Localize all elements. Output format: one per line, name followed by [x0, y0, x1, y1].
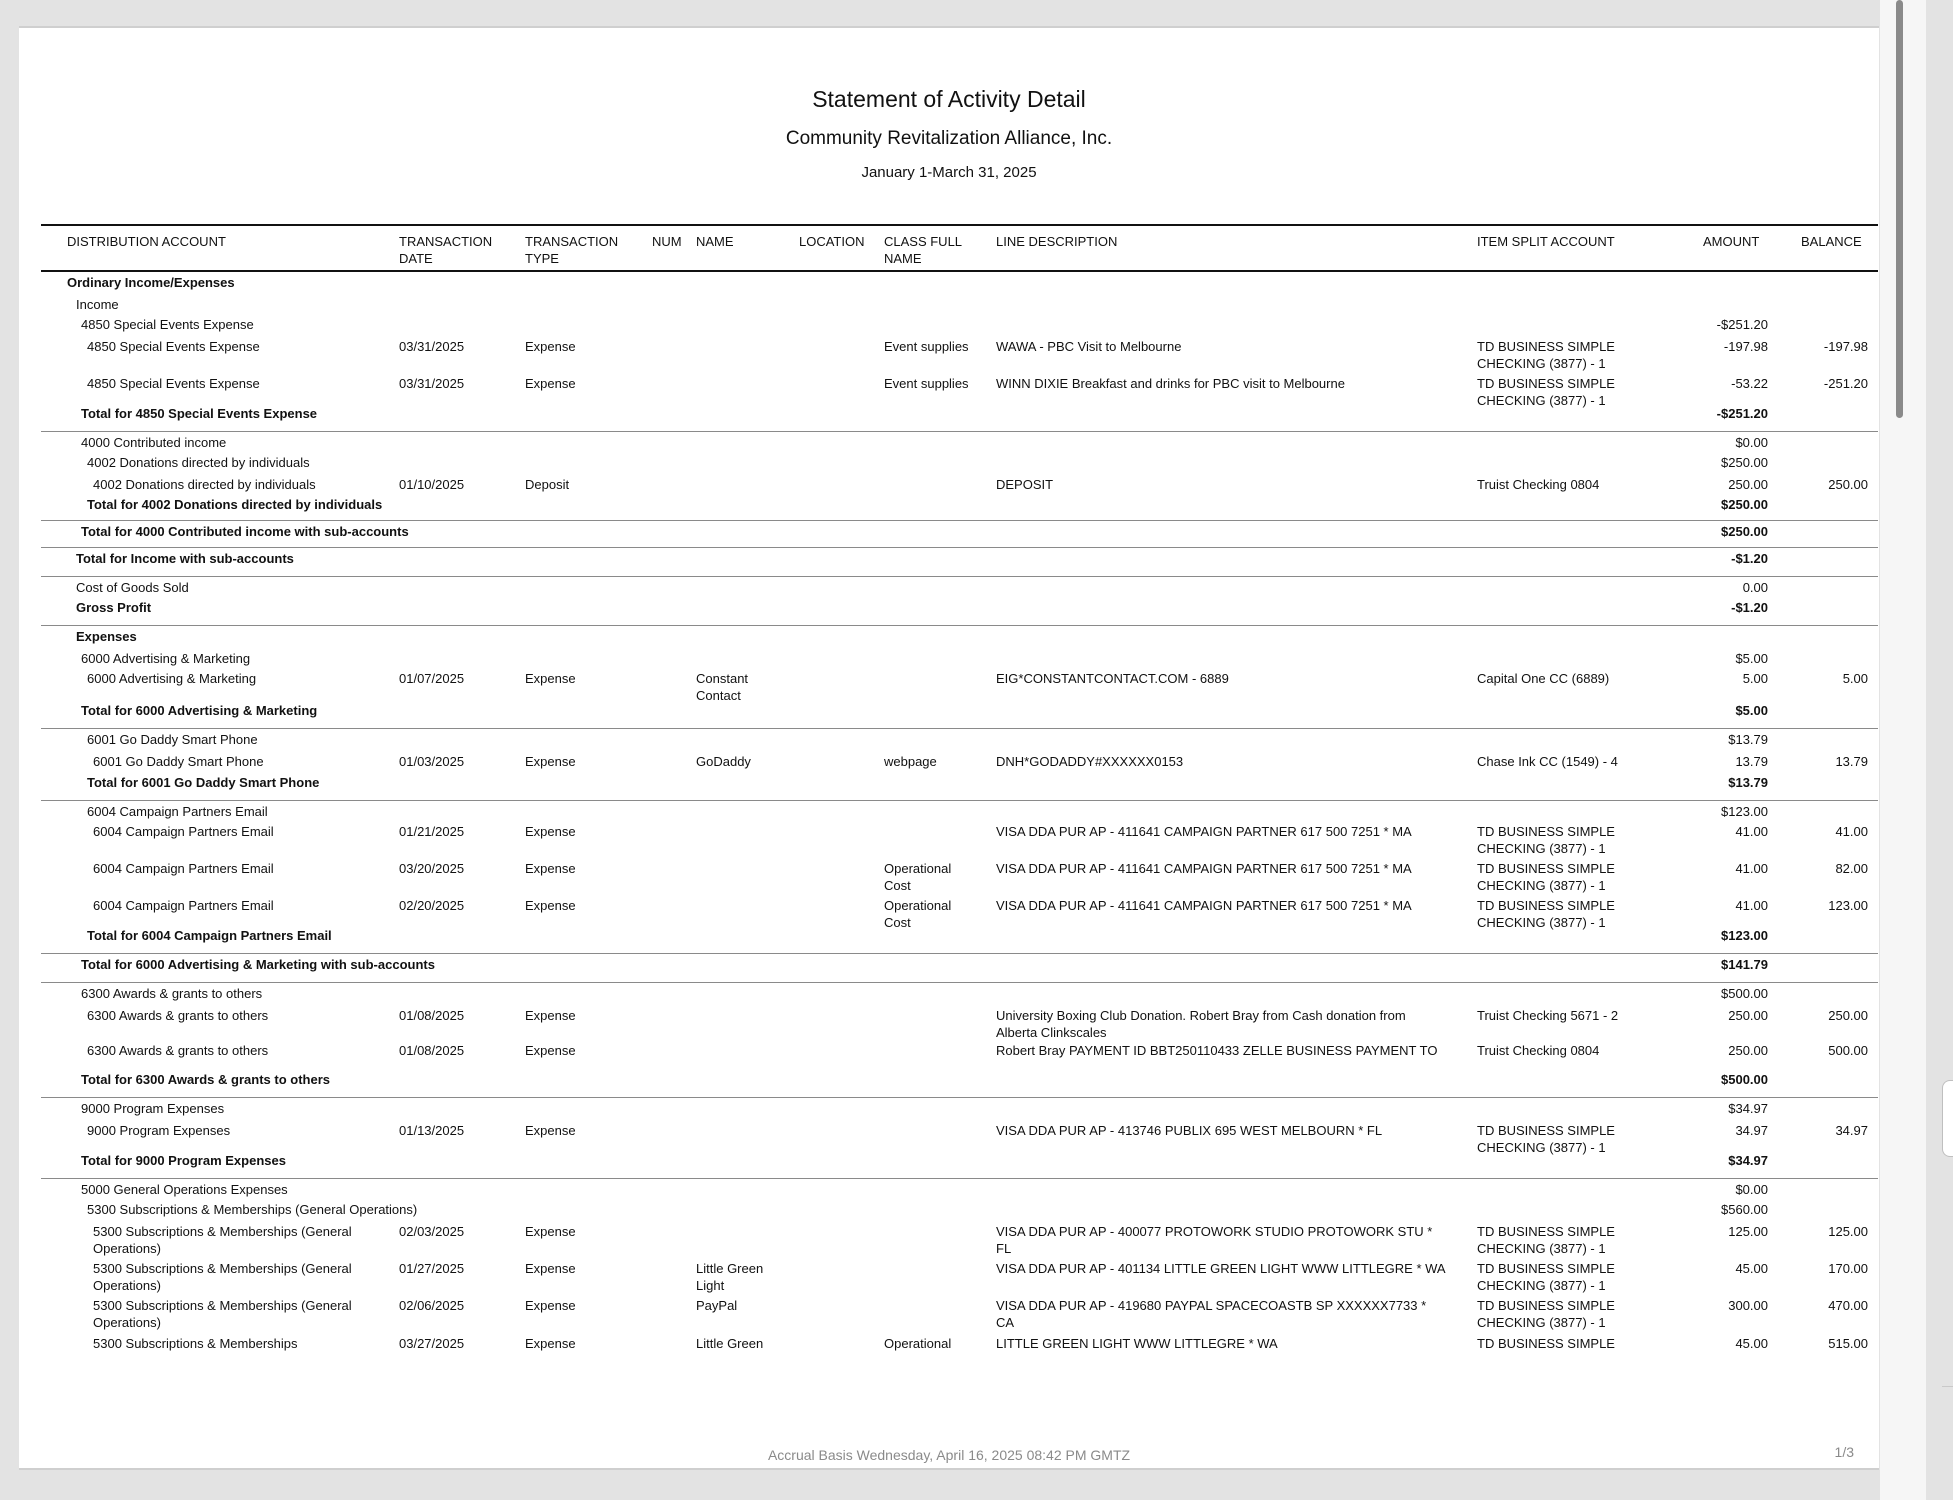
- cell-amount: $5.00: [1735, 703, 1768, 718]
- cell-split: TD BUSINESS SIMPLE CHECKING (3877) - 1: [1477, 1298, 1615, 1330]
- cell-date: 03/31/2025: [399, 339, 465, 354]
- report-title: Statement of Activity Detail: [812, 86, 1086, 112]
- cell-account: Total for 9000 Program Expenses: [81, 1153, 286, 1168]
- cell-split: TD BUSINESS SIMPLE CHECKING (3877) - 1: [1477, 1123, 1615, 1155]
- cell-amount: 250.00: [1728, 477, 1768, 492]
- table-row: [41, 336, 1878, 373]
- table-section-row: [41, 577, 1878, 597]
- cell-balance: 170.00: [1828, 1261, 1868, 1276]
- cell-amount: 250.00: [1728, 1008, 1768, 1023]
- side-divider: [1942, 1386, 1953, 1387]
- table-total-row: [41, 700, 1878, 729]
- cell-date: 01/08/2025: [399, 1008, 465, 1023]
- cell-split: Chase Ink CC (1549) - 4: [1477, 754, 1618, 769]
- cell-amount: $5.00: [1735, 651, 1768, 666]
- cell-type: Expense: [525, 1123, 576, 1138]
- cell-name: Little Green Light: [696, 1261, 764, 1293]
- table-row: [41, 1120, 1878, 1155]
- cell-account: 5300 Subscriptions & Memberships (General Operations): [93, 1298, 352, 1330]
- cell-desc: VISA DDA PUR AP - 400077 PROTOWORK STUDIO PROTOWORK STU * FL: [996, 1224, 1433, 1256]
- vertical-scrollbar[interactable]: [1880, 0, 1926, 1500]
- cell-account: 6004 Campaign Partners Email: [93, 898, 274, 913]
- cell-account: Ordinary Income/Expenses: [67, 275, 235, 290]
- cell-amount: 45.00: [1735, 1336, 1768, 1351]
- table-row: [41, 1333, 1878, 1355]
- cell-date: 02/20/2025: [399, 898, 465, 913]
- cell-amount: $123.00: [1721, 804, 1768, 819]
- table-section-row: [41, 432, 1878, 452]
- cell-balance: 123.00: [1828, 898, 1868, 913]
- cell-type: Expense: [525, 1261, 576, 1276]
- cell-balance: 500.00: [1828, 1043, 1868, 1058]
- cell-amount: -$251.20: [1716, 317, 1768, 332]
- cell-account: 4000 Contributed income: [81, 435, 227, 450]
- cell-type: Expense: [525, 861, 576, 876]
- cell-type: Expense: [525, 1298, 576, 1313]
- cell-desc: WINN DIXIE Breakfast and drinks for PBC visit to Melbourne: [996, 376, 1345, 391]
- table-row: [41, 1258, 1878, 1295]
- table-row: [41, 1295, 1878, 1333]
- cell-desc: VISA DDA PUR AP - 411641 CAMPAIGN PARTNER 617 500 7251 * MA: [996, 898, 1412, 913]
- cell-account: 5300 Subscriptions & Memberships: [93, 1336, 298, 1351]
- cell-amount: -$251.20: [1716, 406, 1768, 421]
- cell-account: 5300 Subscriptions & Memberships (General Operations): [93, 1261, 352, 1293]
- cell-type: Expense: [525, 339, 576, 354]
- table-section-row: [41, 1179, 1878, 1199]
- cell-balance: 250.00: [1828, 1008, 1868, 1023]
- col-transaction-type: TRANSACTION TYPE: [525, 234, 619, 266]
- col-amount: AMOUNT: [1703, 234, 1760, 249]
- cell-account: 6000 Advertising & Marketing: [87, 671, 257, 686]
- cell-split: TD BUSINESS SIMPLE CHECKING (3877) - 1: [1477, 1261, 1615, 1293]
- cell-account: 6000 Advertising & Marketing: [81, 651, 251, 666]
- cell-account: Total for 4850 Special Events Expense: [81, 406, 318, 421]
- cell-amount: 5.00: [1742, 671, 1768, 686]
- cell-amount: 34.97: [1735, 1123, 1768, 1138]
- cell-name: Constant Contact: [696, 671, 749, 703]
- cell-date: 01/13/2025: [399, 1123, 465, 1138]
- cell-account: 5300 Subscriptions & Memberships (General Operations): [93, 1224, 352, 1256]
- cell-split: Truist Checking 5671 - 2: [1477, 1008, 1619, 1023]
- cell-date: 02/03/2025: [399, 1224, 465, 1239]
- cell-cls: Operational Cost: [884, 898, 952, 930]
- cell-amount: $250.00: [1721, 497, 1768, 512]
- cell-account: Total for 6001 Go Daddy Smart Phone: [87, 775, 320, 790]
- cell-amount: $250.00: [1721, 455, 1768, 470]
- cell-type: Deposit: [525, 477, 570, 492]
- cell-split: TD BUSINESS SIMPLE CHECKING (3877) - 1: [1477, 824, 1615, 856]
- cell-account: 4850 Special Events Expense: [87, 339, 260, 354]
- table-section-row: [41, 648, 1878, 668]
- cell-desc: EIG*CONSTANTCONTACT.COM - 6889: [996, 671, 1229, 686]
- cell-type: Expense: [525, 1043, 576, 1058]
- cell-name: PayPal: [696, 1298, 738, 1313]
- cell-amount: 250.00: [1728, 1043, 1768, 1058]
- table-total-row: [41, 521, 1878, 548]
- table-row: [41, 1221, 1878, 1258]
- cell-desc: VISA DDA PUR AP - 413746 PUBLIX 695 WEST MELBOURN * FL: [996, 1123, 1383, 1138]
- cell-amount: $500.00: [1721, 986, 1768, 1001]
- scrollbar-thumb[interactable]: [1896, 0, 1903, 418]
- table-total-row: [41, 548, 1878, 577]
- cell-amount: 41.00: [1735, 824, 1768, 839]
- cell-account: 6004 Campaign Partners Email: [93, 824, 274, 839]
- cell-amount: -$1.20: [1731, 600, 1768, 615]
- table-row: [41, 373, 1878, 408]
- cell-split: Truist Checking 0804: [1477, 1043, 1600, 1058]
- table-section-row: [41, 729, 1878, 751]
- cell-balance: 515.00: [1828, 1336, 1868, 1351]
- table-section-row: [41, 294, 1878, 314]
- cell-date: 03/31/2025: [399, 376, 465, 391]
- cell-account: Expenses: [76, 629, 137, 644]
- table-row: [41, 751, 1878, 772]
- table-total-row: [41, 1069, 1878, 1098]
- cell-account: Total for 4000 Contributed income with sub-accounts: [81, 524, 409, 539]
- table-total-row: [41, 954, 1878, 983]
- report-period: January 1-March 31, 2025: [861, 164, 1037, 181]
- cell-date: 01/10/2025: [399, 477, 465, 492]
- cell-desc: VISA DDA PUR AP - 411641 CAMPAIGN PARTNER 617 500 7251 * MA: [996, 824, 1412, 839]
- cell-account: 6004 Campaign Partners Email: [93, 861, 274, 876]
- cell-amount: $34.97: [1728, 1153, 1768, 1168]
- cell-amount: $500.00: [1721, 1072, 1768, 1087]
- col-transaction-date: TRANSACTION DATE: [399, 234, 493, 266]
- cell-amount: $123.00: [1721, 928, 1768, 943]
- col-class-full-name: CLASS FULL NAME: [884, 234, 962, 266]
- cell-amount: $13.79: [1728, 775, 1768, 790]
- cell-account: 5000 General Operations Expenses: [81, 1182, 288, 1197]
- company-name: Community Revitalization Alliance, Inc.: [785, 128, 1113, 149]
- cell-account: Total for 4002 Donations directed by individuals: [87, 497, 383, 512]
- cell-account: Gross Profit: [76, 600, 152, 615]
- cell-name: GoDaddy: [696, 754, 751, 769]
- col-num: NUM: [652, 234, 682, 249]
- cell-amount: -53.22: [1731, 376, 1768, 391]
- cell-desc: WAWA - PBC Visit to Melbourne: [996, 339, 1182, 354]
- cell-cls: Event supplies: [884, 339, 969, 354]
- cell-balance: 5.00: [1842, 671, 1868, 686]
- cell-desc: VISA DDA PUR AP - 411641 CAMPAIGN PARTNER 617 500 7251 * MA: [996, 861, 1412, 876]
- cell-balance: -197.98: [1823, 339, 1868, 354]
- cell-cls: Event supplies: [884, 376, 969, 391]
- cell-account: 9000 Program Expenses: [81, 1101, 225, 1116]
- cell-balance: -251.20: [1823, 376, 1868, 391]
- table-total-row: [41, 494, 1878, 521]
- cell-account: Total for 6000 Advertising & Marketing with sub-accounts: [81, 957, 435, 972]
- cell-date: 02/06/2025: [399, 1298, 465, 1313]
- cell-account: Total for 6004 Campaign Partners Email: [87, 928, 332, 943]
- report-footer-basis: Accrual Basis Wednesday, April 16, 2025 08:42 PM GMTZ: [767, 1447, 1131, 1463]
- cell-account: 6300 Awards & grants to others: [81, 986, 263, 1001]
- cell-split: TD BUSINESS SIMPLE CHECKING (3877) - 1: [1477, 861, 1615, 893]
- table-row: [41, 668, 1878, 703]
- cell-account: Total for Income with sub-accounts: [76, 551, 294, 566]
- cell-amount: $560.00: [1721, 1202, 1768, 1217]
- table-total-row: [41, 403, 1878, 432]
- cell-date: 01/07/2025: [399, 671, 465, 686]
- cell-desc: DEPOSIT: [996, 477, 1054, 492]
- page-number: 1/3: [1834, 1444, 1854, 1460]
- cell-amount: $0.00: [1735, 435, 1768, 450]
- table-row: [41, 474, 1878, 494]
- cell-date: 01/03/2025: [399, 754, 465, 769]
- cell-balance: 470.00: [1828, 1298, 1868, 1313]
- cell-split: TD BUSINESS SIMPLE CHECKING (3877) - 1: [1477, 1224, 1615, 1256]
- cell-account: 4850 Special Events Expense: [87, 376, 260, 391]
- cell-balance: 125.00: [1828, 1224, 1868, 1239]
- cell-date: 01/08/2025: [399, 1043, 465, 1058]
- cell-balance: 250.00: [1828, 477, 1868, 492]
- cell-split: Truist Checking 0804: [1477, 477, 1600, 492]
- cell-account: 6300 Awards & grants to others: [87, 1043, 269, 1058]
- table-section-row: [41, 272, 1878, 294]
- table-section-row: [41, 1199, 1878, 1221]
- cell-split: TD BUSINESS SIMPLE CHECKING (3877) - 1: [1477, 898, 1615, 930]
- cell-split: TD BUSINESS SIMPLE CHECKING (3877) - 1: [1477, 376, 1615, 408]
- cell-account: 6300 Awards & grants to others: [87, 1008, 269, 1023]
- cell-cls: Operational: [884, 1336, 952, 1351]
- cell-desc: University Boxing Club Donation. Robert Bray from Cash donation from Alberta Clinkscales: [996, 1008, 1406, 1040]
- cell-amount: $250.00: [1721, 524, 1768, 539]
- cell-cls: Operational Cost: [884, 861, 952, 893]
- cell-amount: 300.00: [1728, 1298, 1768, 1313]
- cell-date: 01/27/2025: [399, 1261, 465, 1276]
- cell-date: 03/20/2025: [399, 861, 465, 876]
- cell-desc: VISA DDA PUR AP - 401134 LITTLE GREEN LIGHT WWW LITTLEGRE * WA: [996, 1261, 1446, 1276]
- cell-date: 01/21/2025: [399, 824, 465, 839]
- table-total-row: [41, 925, 1878, 954]
- cell-account: Total for 6300 Awards & grants to others: [81, 1072, 330, 1087]
- cell-desc: LITTLE GREEN LIGHT WWW LITTLEGRE * WA: [996, 1336, 1278, 1351]
- table-section-row: [41, 801, 1878, 821]
- col-balance: BALANCE: [1801, 234, 1862, 249]
- cell-amount: 41.00: [1735, 861, 1768, 876]
- cell-balance: 41.00: [1835, 824, 1868, 839]
- cell-cls: webpage: [884, 754, 937, 769]
- table-section-row: [41, 1098, 1878, 1120]
- table-row: [41, 858, 1878, 895]
- cell-amount: 0.00: [1742, 580, 1768, 595]
- col-distribution-account: DISTRIBUTION ACCOUNT: [67, 234, 226, 249]
- cell-account: 4002 Donations directed by individuals: [93, 477, 316, 492]
- report-page: [19, 26, 1879, 1470]
- table-section-row: [41, 626, 1878, 648]
- cell-desc: Robert Bray PAYMENT ID BBT250110433 ZELLE BUSINESS PAYMENT TO: [996, 1043, 1438, 1058]
- table-body: [41, 272, 1878, 1355]
- cell-account: 6001 Go Daddy Smart Phone: [87, 732, 258, 747]
- cell-account: 6004 Campaign Partners Email: [87, 804, 268, 819]
- col-name: NAME: [696, 234, 734, 249]
- cell-amount: 45.00: [1735, 1261, 1768, 1276]
- cell-date: 03/27/2025: [399, 1336, 465, 1351]
- table-header: [41, 224, 1878, 272]
- table-section-row: [41, 452, 1878, 474]
- cell-amount: $0.00: [1735, 1182, 1768, 1197]
- cell-type: Expense: [525, 1224, 576, 1239]
- cell-split: TD BUSINESS SIMPLE CHECKING (3877) - 1: [1477, 339, 1615, 371]
- cell-amount: $34.97: [1728, 1101, 1768, 1116]
- table-row: [41, 1005, 1878, 1040]
- cell-desc: DNH*GODADDY#XXXXXX0153: [996, 754, 1184, 769]
- cell-amount: $141.79: [1721, 957, 1768, 972]
- cell-split: TD BUSINESS SIMPLE: [1477, 1336, 1615, 1351]
- table-row: [41, 821, 1878, 858]
- cell-account: 9000 Program Expenses: [87, 1123, 231, 1138]
- cell-account: Cost of Goods Sold: [76, 580, 189, 595]
- activity-table: [41, 224, 1878, 1355]
- cell-split: Capital One CC (6889): [1477, 671, 1610, 686]
- cell-balance: 13.79: [1835, 754, 1868, 769]
- col-location: LOCATION: [799, 234, 865, 249]
- cell-amount: -$1.20: [1731, 551, 1768, 566]
- cell-type: Expense: [525, 824, 576, 839]
- cell-amount: 13.79: [1735, 754, 1768, 769]
- cell-amount: $13.79: [1728, 732, 1768, 747]
- cell-account: Total for 6000 Advertising & Marketing: [81, 703, 318, 718]
- cell-type: Expense: [525, 1008, 576, 1023]
- cell-name: Little Green: [696, 1336, 764, 1351]
- cell-type: Expense: [525, 376, 576, 391]
- cell-account: 4002 Donations directed by individuals: [87, 455, 310, 470]
- cell-amount: 125.00: [1728, 1224, 1768, 1239]
- cell-type: Expense: [525, 1336, 576, 1351]
- cell-type: Expense: [525, 898, 576, 913]
- table-total-row: [41, 772, 1878, 801]
- table-row: [41, 1040, 1878, 1069]
- cell-account: 5300 Subscriptions & Memberships (General Operations): [87, 1202, 418, 1217]
- table-section-row: [41, 314, 1878, 336]
- side-panel-tab[interactable]: [1942, 1080, 1953, 1157]
- cell-balance: 34.97: [1835, 1123, 1868, 1138]
- table-row: [41, 895, 1878, 930]
- cell-account: Income: [76, 297, 119, 312]
- col-line-description: LINE DESCRIPTION: [996, 234, 1118, 249]
- cell-account: 4850 Special Events Expense: [81, 317, 254, 332]
- cell-balance: 82.00: [1835, 861, 1868, 876]
- table-total-row: [41, 597, 1878, 626]
- cell-account: 6001 Go Daddy Smart Phone: [93, 754, 264, 769]
- cell-amount: -197.98: [1723, 339, 1768, 354]
- table-section-row: [41, 983, 1878, 1005]
- table-total-row: [41, 1150, 1878, 1179]
- cell-type: Expense: [525, 671, 576, 686]
- col-item-split-account: ITEM SPLIT ACCOUNT: [1477, 234, 1615, 249]
- cell-desc: VISA DDA PUR AP - 419680 PAYPAL SPACECOASTB SP XXXXXX7733 * CA: [996, 1298, 1427, 1330]
- cell-type: Expense: [525, 754, 576, 769]
- cell-amount: 41.00: [1735, 898, 1768, 913]
